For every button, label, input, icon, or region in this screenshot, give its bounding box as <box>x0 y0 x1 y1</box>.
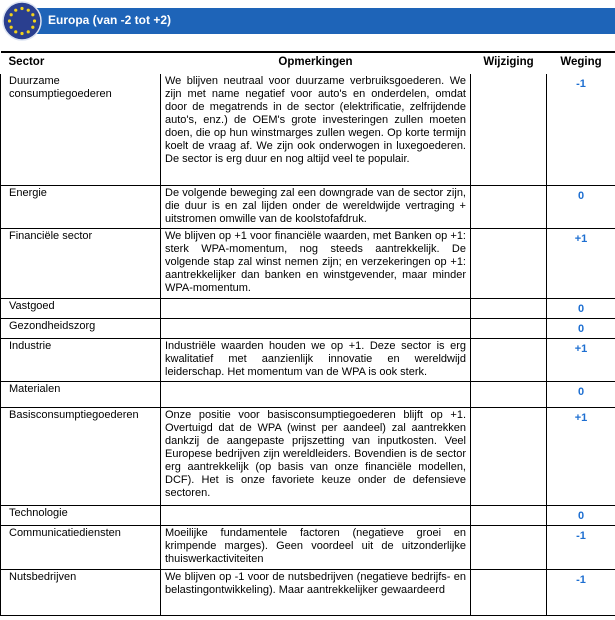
sector-remark: We blijven op -1 voor de nutsbedrijven (negatieve bedrijfs- en belastingontwikkeling). Maar aantrekkelijker gewaardeerd <box>161 569 471 615</box>
star-icon <box>31 13 34 16</box>
star-icon <box>31 26 34 29</box>
sector-table <box>0 51 615 616</box>
star-icon <box>33 19 36 22</box>
table-row <box>1 525 615 569</box>
sector-weight: 0 <box>547 505 615 525</box>
sector-change <box>471 338 547 381</box>
sector-change <box>471 407 547 505</box>
table-row <box>1 338 615 381</box>
star-icon <box>20 7 23 10</box>
star-icon <box>27 9 30 12</box>
star-icon <box>20 32 23 35</box>
sector-change <box>471 505 547 525</box>
table-row <box>1 407 615 505</box>
star-icon <box>10 26 13 29</box>
sector-name: Vastgoed <box>1 298 161 318</box>
sector-name: Materialen <box>1 381 161 407</box>
header-opmerkingen: Opmerkingen <box>161 52 471 74</box>
sector-change <box>471 185 547 228</box>
table-row <box>1 228 615 298</box>
sector-weight: +1 <box>547 407 615 505</box>
sector-change <box>471 228 547 298</box>
sector-remark <box>161 505 471 525</box>
sector-remark: We blijven op +1 voor financiële waarden, met Banken op +1: sterk WPA-momentum, nog steeds aantrekkelijk. De volgende stap zal winst nemen zijn; en verzekeringen op +1: aantrekkelijker dan banken en winstgevender, maar minder WPA-momentum. <box>161 228 471 298</box>
sector-remark: De volgende beweging zal een downgrade van de sector zijn, die duur is en zal lijden onder de wereldwijde vertraging + uitstromen omwille van de koolstofafdruk. <box>161 185 471 228</box>
table-header-row <box>1 52 615 74</box>
sector-name: Basisconsumptiegoederen <box>1 407 161 505</box>
header-weging: Weging <box>547 52 615 74</box>
section-banner <box>0 0 615 42</box>
banner-title: Europa (van -2 tot +2) <box>48 13 172 27</box>
star-icon <box>10 13 13 16</box>
sector-name: Energie <box>1 185 161 228</box>
table-row <box>1 185 615 228</box>
sector-weight: -1 <box>547 569 615 615</box>
sector-change <box>471 318 547 338</box>
table-row <box>1 569 615 615</box>
sector-remark <box>161 298 471 318</box>
sector-name: Gezondheidszorg <box>1 318 161 338</box>
sector-weight: +1 <box>547 228 615 298</box>
sector-name: Duurzame consumptiegoederen <box>1 74 161 185</box>
sector-remark: Industriële waarden houden we op +1. Deze sector is erg kwalitatief met aanzienlijk innovatie en wereldwijd leiderschap. Het momentum van de WPA is ook sterk. <box>161 338 471 381</box>
star-icon <box>27 30 30 33</box>
sector-change <box>471 569 547 615</box>
sector-name: Financiële sector <box>1 228 161 298</box>
table-row <box>1 381 615 407</box>
header-sector: Sector <box>1 52 161 74</box>
sector-name: Nutsbedrijven <box>1 569 161 615</box>
sector-name: Industrie <box>1 338 161 381</box>
sector-weight: 0 <box>547 381 615 407</box>
table-row <box>1 505 615 525</box>
sector-remark <box>161 381 471 407</box>
sector-weight: 0 <box>547 318 615 338</box>
sector-remark: We blijven neutraal voor duurzame verbruiksgoederen. We zijn met name negatief voor auto's en onderdelen, omdat door de megatrends in de sector (elektrificatie, zelfrijdende auto's, enz.) de OEM's grote investeringen zullen moeten doen, die op hun winstmarges zullen wegen. Op korte termijn koelt de vraag af. We zijn ook onderwogen in luxegoederen. De sector is erg duur en nog altijd veel te populair. <box>161 74 471 185</box>
sector-change <box>471 525 547 569</box>
sector-weight: 0 <box>547 298 615 318</box>
sector-weight: -1 <box>547 74 615 185</box>
sector-change <box>471 381 547 407</box>
banner-bar <box>10 8 615 34</box>
star-icon <box>14 9 17 12</box>
table-row <box>1 74 615 185</box>
sector-change <box>471 74 547 185</box>
header-wijziging: Wijziging <box>471 52 547 74</box>
star-icon <box>8 19 11 22</box>
sector-name: Technologie <box>1 505 161 525</box>
star-icon <box>14 30 17 33</box>
sector-weight: 0 <box>547 185 615 228</box>
sector-remark <box>161 318 471 338</box>
sector-weight: -1 <box>547 525 615 569</box>
table-row <box>1 318 615 338</box>
sector-name: Communicatiediensten <box>1 525 161 569</box>
sector-remark: Onze positie voor basisconsumptiegoederen blijft op +1. Overtuigd dat de WPA (winst per aandeel) zal aantrekken dankzij de aangepaste prijszetting van inputkosten. Veel Europese bedrijven zijn wereldleiders. Bovendien is de sector erg aantrekkelijk (op basis van onze financiële modellen, DCF). Het is onze favoriete keuze onder de defensieve sectoren. <box>161 407 471 505</box>
table-row <box>1 298 615 318</box>
eu-flag-icon <box>2 1 42 41</box>
sector-remark: Moeilijke fundamentele factoren (negatieve groei en krimpende marges). Geen voordeel uit de uitzonderlijke thuiswerkactiviteiten <box>161 525 471 569</box>
sector-change <box>471 298 547 318</box>
sector-weight: +1 <box>547 338 615 381</box>
